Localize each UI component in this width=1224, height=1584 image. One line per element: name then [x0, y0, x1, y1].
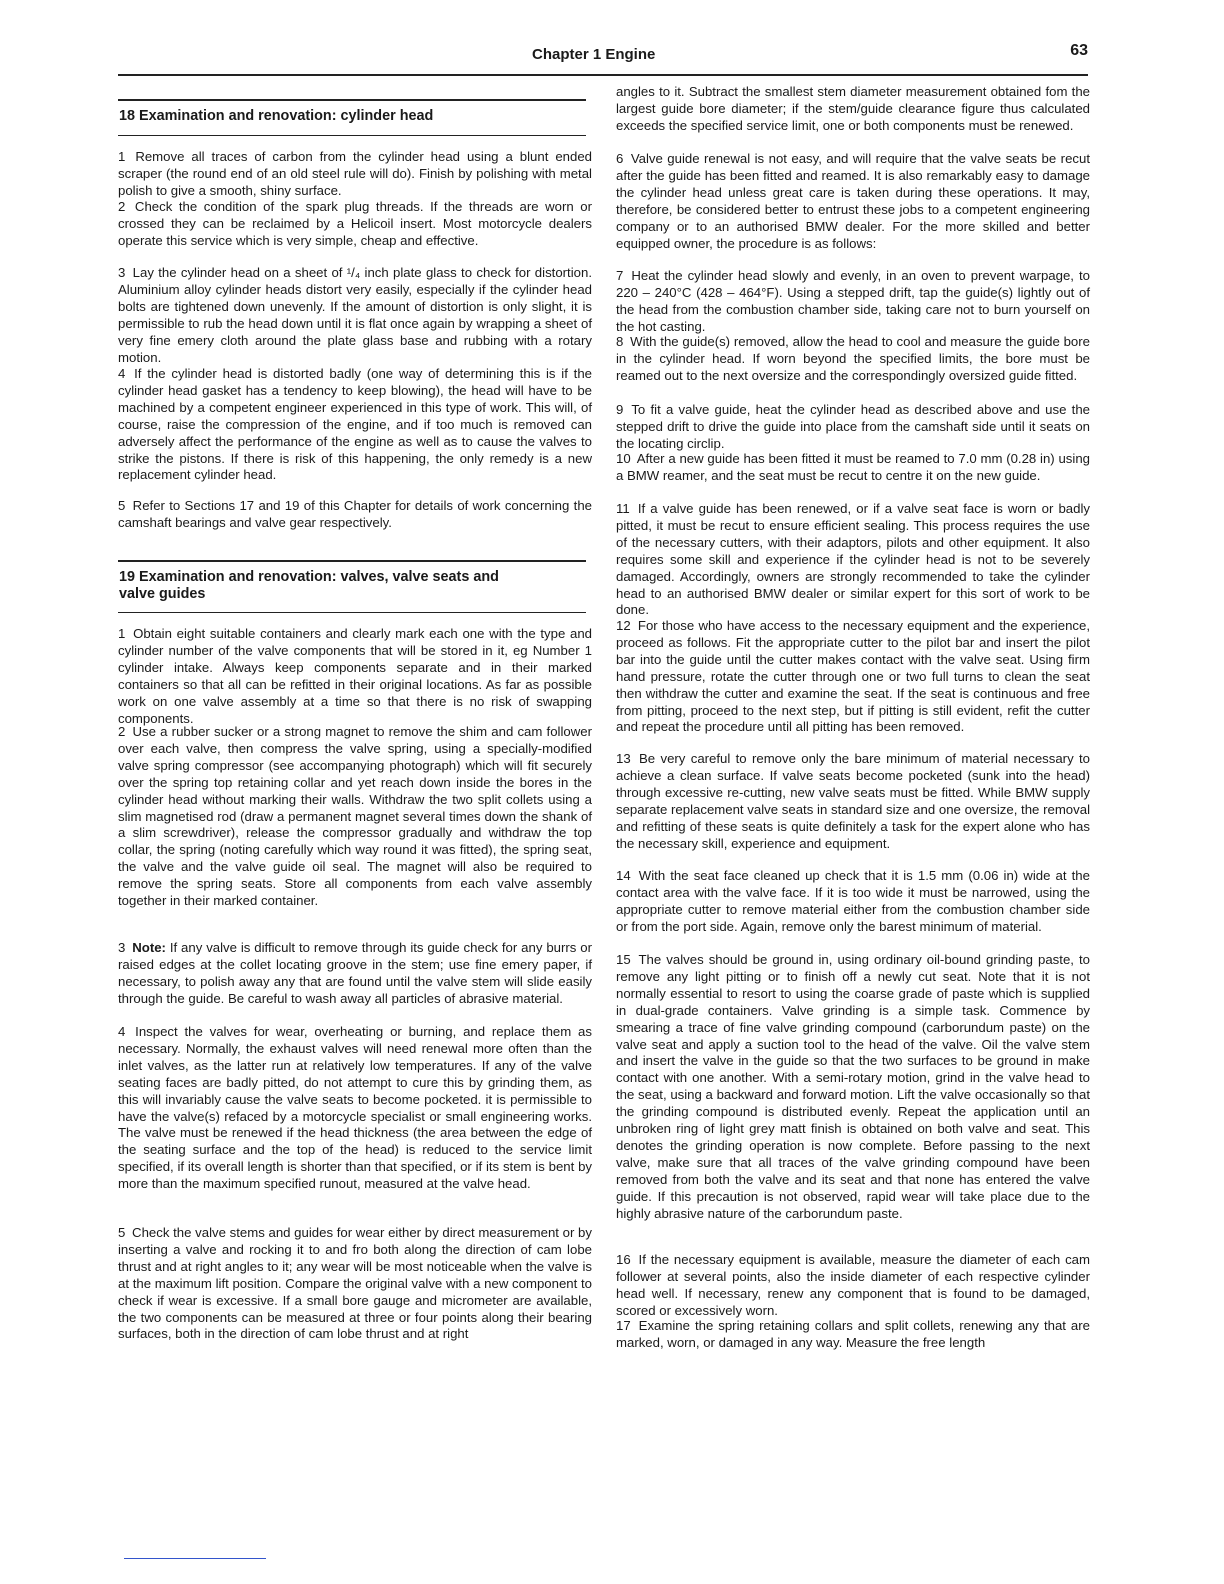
paragraph: [616, 451, 1090, 485]
paragraph: [616, 402, 1090, 453]
section-18-heading: [118, 99, 586, 136]
paragraph-text: If any valve is difficult to remove through its guide check for any burrs or raised edges at the collet locating groove in the stem; use fine emery paper, if necessary, to polish away any that are found until the valve stem will slide easily through the guide. Be careful to wash away all particles of abrasive material.: [118, 940, 592, 1006]
paragraph-number: 2: [118, 199, 126, 214]
section-19-title-line-1: 19 Examination and renovation: valves, valve seats and: [119, 568, 499, 585]
paragraph-number: 3: [118, 265, 126, 280]
paragraph-text: With the guide(s) removed, allow the head to cool and measure the guide bore in the cylinder head. If worn beyond the specified limits, the bore must be reamed out to the next oversize and the correspondingly oversized guide fitted.: [616, 334, 1090, 383]
paragraph: [616, 268, 1090, 336]
paragraph-text: Heat the cylinder head slowly and evenly, in an oven to prevent warpage, to 220 – 240°C (428 – 464°F). Using a stepped drift, tap the guide(s) lightly out of the head from the combustion chamber side, taking care not to burn yourself on the hot casting.: [616, 268, 1090, 334]
paragraph-number: 4: [118, 366, 126, 381]
paragraph-text: If the cylinder head is distorted badly (one way of determining this is if the cylinder head gasket has a tendency to keep blowing), the head will have to be machined by a competent engineer experienced in this type of work. This will, of course, raise the compression of the engine, and if too much is removed can adversely affect the performance of the engine as well as to cause the valves to strike the pistons. If there is risk of this happening, the only remedy is a new replacement cylinder head.: [118, 366, 592, 483]
page-header: [118, 40, 1088, 76]
paragraph-text: angles to it. Subtract the smallest stem diameter measurement obtained fom the largest guide bore diameter; if the stem/guide clearance figure thus calculated exceeds the specified service limit, one or both components must be renewed.: [616, 84, 1090, 133]
heading-rule-top: [118, 560, 586, 562]
paragraph-text: Check the valve stems and guides for wear either by direct measurement or by inserting a valve and rocking it to and fro both along the direction of cam lobe thrust and at right angles to it; any wear will be most noticeable when the valve is at the maximum lift position. Compare the original valve with a new component to check if wear is excessive. If a small bore gauge and micrometer are available, the two components can be measured at three or four points along their bearing surfaces, both in the direction of cam lobe thrust and at right: [118, 1225, 592, 1342]
heading-rule-bottom: [118, 612, 586, 614]
paragraph-text: With the seat face cleaned up check that it is 1.5 mm (0.06 in) wide at the contact area with the valve face. If it is too wide it must be narrowed, using the appropriate cutter to remove material either from the combustion chamber side or from the port side. Again, remove only the barest minimum of material.: [616, 868, 1090, 934]
paragraph-text: Use a rubber sucker or a strong magnet to remove the shim and cam follower over each valve, then compress the valve spring, using a specially-modified valve spring compressor (see accompanying photograph) which will fit securely over the spring top retaining collar and yet reach down inside the bores in the cylinder head without marking their walls. Withdraw the two split collets using a slim magnetised rod (draw a permanent magnet several times down the shank of a slim screwdriver), release the compressor gradually and withdraw the top collar, the spring (noting carefully which way round it was fitted), the spring seat, the valve and the valve guide oil seal. The magnet will also be required to remove the spring seats. Store all components from each valve assembly together in their marked container.: [118, 724, 592, 909]
paragraph-text: Examine the spring retaining collars and split collets, renewing any that are marked, worn, or damaged in any way. Measure the free length: [616, 1318, 1090, 1350]
paragraph-text: If a valve guide has been renewed, or if a valve seat face is worn or badly pitted, it must be recut to ensure efficient sealing. This process requires the use of the necessary cutters, with their adaptors, pilots and other equipment. It also requires some skill and experience if the cylinder head is not to be severely damaged. Accordingly, owners are strongly recommended to take the cylinder head to an authorised BMW dealer or similar expert for this sort of work to be done.: [616, 501, 1090, 618]
paragraph-number: 4: [118, 1024, 126, 1039]
paragraph-text: Valve guide renewal is not easy, and will require that the valve seats be recut after the guide has been fitted and reamed. It is also remarkably easy to damage the cylinder head unless great care is taken during these operations. It may, therefore, be considered better to entrust these jobs to a competent engineering company or to an authorised BMW dealer. For the more skilled and better equipped owner, the procedure is as follows:: [616, 151, 1091, 251]
section-19-heading: [118, 560, 586, 613]
paragraph-number: 16: [616, 1252, 631, 1267]
page-number: 63: [1070, 42, 1088, 59]
paragraph: [118, 940, 592, 1008]
paragraph: [616, 1252, 1090, 1320]
paragraph-number: 14: [616, 868, 631, 883]
paragraph-text: Check the condition of the spark plug threads. If the threads are worn or crossed they can be reclaimed by a Helicoil insert. Most motorcycle dealers operate this service which is very simple, cheap and effective.: [118, 199, 592, 248]
paragraph-number: 8: [616, 334, 624, 349]
paragraph-text: The valves should be ground in, using ordinary oil-bound grinding paste, to remove any light pitting or to finish off a newly cut seat. Note that it is not normally essential to resort to using the coarse grade of paste which is supplied in dual-grade containers. Valve grinding is a simple task. Commence by smearing a trace of fine valve grinding compound (carborundum paste) on the valve seat and apply a suction tool to the head of the valve. Oil the valve stem and insert the valve in the guide so that the two surfaces to be ground in make contact with one another. With a semi-rotary motion, grind in the valve head to the seat, using a backward and forward motion. Lift the valve occasionally so that the grinding compound is distributed evenly. Repeat the application until an unbroken ring of light grey matt finish is obtained on both valve and seat. This denotes the grinding operation is now complete. Before passing to the next valve, make sure that all traces of the valve grinding compound have been removed from both the valve and its seat and that none has entered the valve guide. If this precaution is not observed, rapid wear will take place due to the highly abrasive nature of the carborundum paste.: [616, 952, 1090, 1221]
paragraph-number: 12: [616, 618, 631, 633]
chapter-title: Chapter 1 Engine: [532, 46, 656, 63]
paragraph: [616, 751, 1090, 852]
paragraph: [118, 724, 592, 910]
paragraph-continued: [616, 84, 1090, 135]
paragraph-number: 5: [118, 498, 126, 513]
paragraph-number: 1: [118, 626, 126, 641]
paragraph-number: 7: [616, 268, 624, 283]
paragraph-number: 1: [118, 149, 126, 164]
paragraph: [616, 501, 1090, 619]
paragraph-text: If the necessary equipment is available, measure the diameter of each cam follower at several points, also the inside diameter of each respective cylinder head well. If necessary, renew any component that is found to be damaged, scored or excessively worn.: [616, 1252, 1090, 1318]
paragraph-number: 5: [118, 1225, 126, 1240]
paragraph-number: 6: [616, 151, 624, 166]
paragraph: [118, 366, 592, 484]
paragraph-text: After a new guide has been fitted it must be reamed to 7.0 mm (0.28 in) using a BMW reamer, and the seat must be recut to centre it on the new guide.: [616, 451, 1090, 483]
paragraph: [616, 151, 1090, 252]
paragraph-number: 10: [616, 451, 631, 466]
paragraph: [616, 952, 1090, 1223]
paragraph-text: Refer to Sections 17 and 19 of this Chapter for details of work concerning the camshaft bearings and valve gear respectively.: [118, 498, 592, 530]
paragraph-text: For those who have access to the necessary equipment and the experience, proceed as follows. Fit the appropriate cutter to the pilot bar and insert the pilot bar into the guide until the cutter makes contact with the valve seat. Using firm hand pressure, rotate the cutter through one or two full turns to clean the seat then withdraw the cutter and examine the seat. If the seat is continuous and free from pitting, proceed to the next step, but if pitting is still evident, refit the cutter and repeat the procedure until all pitting has been removed.: [616, 618, 1090, 735]
paragraph: [616, 868, 1090, 936]
note-label: Note:: [132, 940, 166, 955]
paragraph-number: 11: [616, 501, 630, 516]
section-18-title: 18 Examination and renovation: cylinder head: [119, 107, 434, 124]
paragraph-number: 17: [616, 1318, 631, 1333]
paragraph: [616, 334, 1090, 385]
paragraph: [118, 626, 592, 727]
paragraph-number: 2: [118, 724, 126, 739]
paragraph-number: 9: [616, 402, 624, 417]
paragraph: [118, 498, 592, 532]
heading-rule-top: [118, 99, 586, 101]
paragraph-text: Be very careful to remove only the bare minimum of material necessary to achieve a clean surface. If valve seats become pocketed (sunk into the head) through excessive re-cutting, new valve seats must be fitted. While BMW supply separate replacement valve seats in standard size and one oversize, the removal and refitting of these seats is quite definitely a task for the expert alone who has the necessary skill, experience and equipment.: [616, 751, 1090, 851]
paragraph: [118, 1024, 592, 1193]
paragraph: [118, 199, 592, 250]
heading-rule-bottom: [118, 135, 586, 137]
header-rule: [118, 74, 1088, 76]
paragraph-number: 13: [616, 751, 631, 766]
paragraph-text: Obtain eight suitable containers and clearly mark each one with the type and cylinder number of the valve components that will be stored in it, eg Number 1 cylinder intake. Always keep components separate and in their marked containers so that all can be refitted in their original locations. As far as possible work on one valve assembly at a time so that there is no risk of swapping components.: [118, 626, 592, 726]
paragraph-text: Lay the cylinder head on a sheet of ¹/₄ inch plate glass to check for distortion. Aluminium alloy cylinder heads distort very easily, especially if the cylinder head bolts are tightened down unevenly. If the amount of distortion is only slight, it is permissible to rub the head down until it is flat once again by wrapping a sheet of very fine emery cloth around the plate glass base and rubbing with a rotary motion.: [118, 265, 592, 365]
paragraph: [616, 618, 1090, 736]
paragraph-number: 3: [118, 940, 126, 955]
paragraph-number: 15: [616, 952, 631, 967]
paragraph: [118, 149, 592, 200]
paragraph: [616, 1318, 1090, 1352]
footer-rule: [124, 1558, 266, 1559]
paragraph: [118, 1225, 592, 1343]
paragraph-text: Inspect the valves for wear, overheating or burning, and replace them as necessary. Normally, the exhaust valves will need renewal more often than the inlet valves, as the latter run at relatively low temperatures. If any of the valve seating faces are badly pitted, do not attempt to cure this by grinding them, as this will invariably cause the valve seats to become pocketed. it is permissible to have the valve(s) refaced by a motorcycle specialist or small engineering works. The valve must be renewed if the head thickness (the area between the edge of the seating surface and the top of the head) is reduced to the service limit specified, if its overall length is shorter than that specified, or if its stem is bent by more than the maximum specified runout, measured at the valve head.: [118, 1024, 592, 1192]
paragraph: [118, 265, 592, 366]
paragraph-text: Remove all traces of carbon from the cylinder head using a blunt ended scraper (the round end of an old steel rule will do). Finish by polishing with metal polish to give a smooth, shiny surface.: [118, 149, 592, 198]
paragraph-text: To fit a valve guide, heat the cylinder head as described above and use the stepped drift to drive the guide into place from the camshaft side until it seats on the locating circlip.: [616, 402, 1090, 451]
section-19-title-line-2: valve guides: [119, 585, 206, 602]
